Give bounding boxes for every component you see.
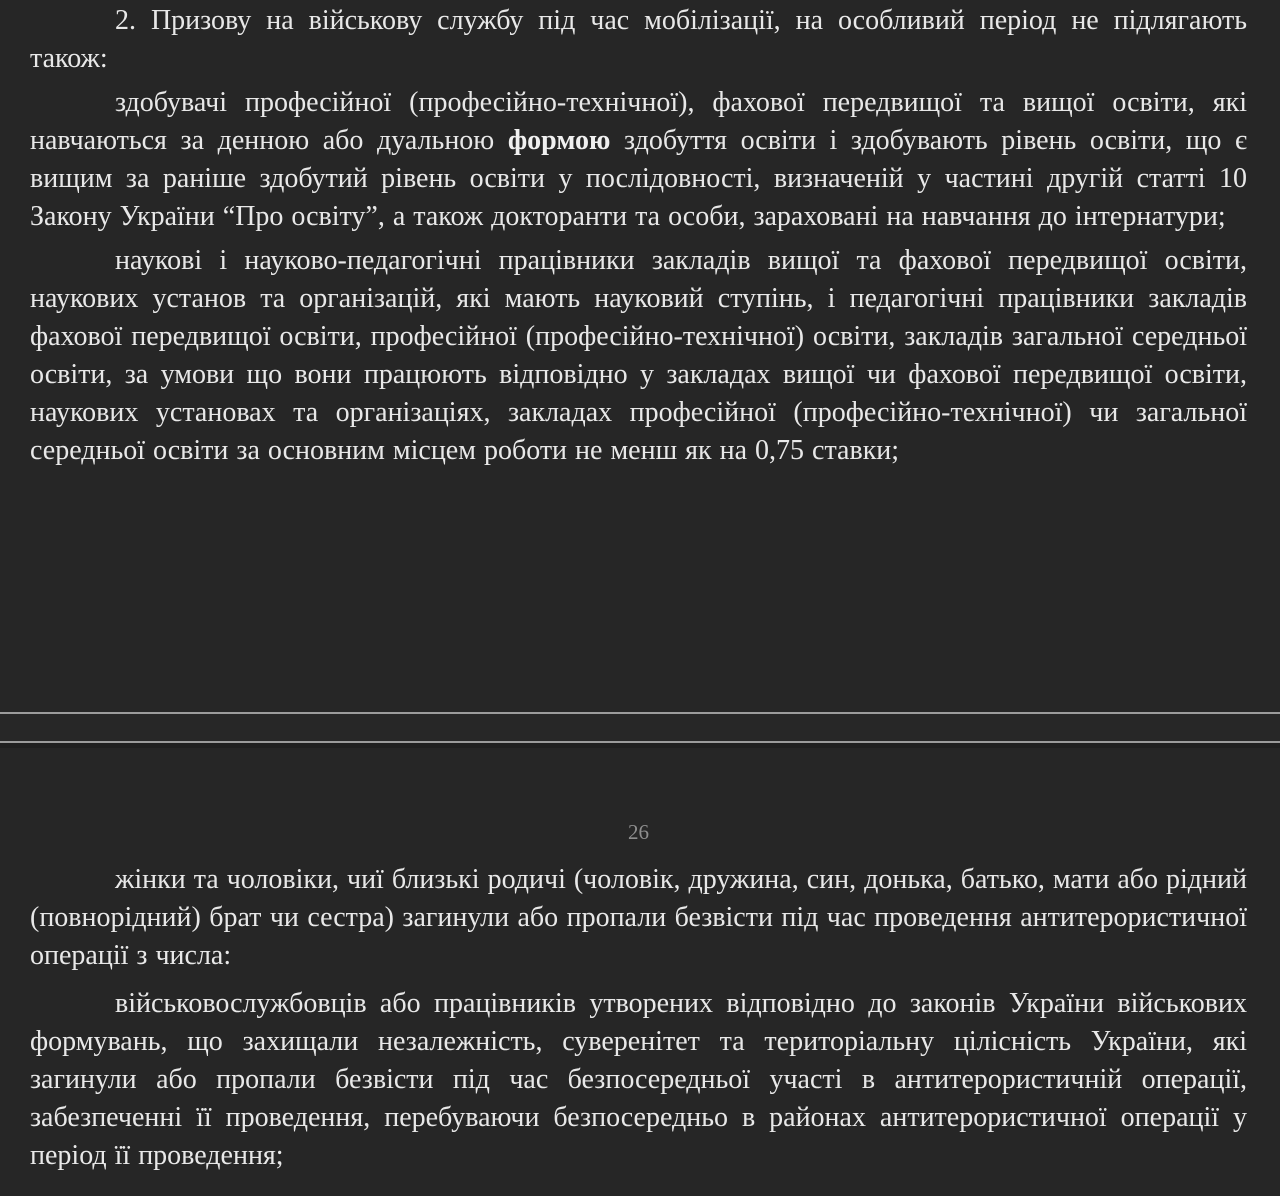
page-gap [0, 714, 1280, 741]
paragraph-intro: 2. Призову на військову службу під час мобілізації, на особливий період не підлягають також: [30, 5, 1247, 74]
paragraph-servicemen: військовослужбовців або працівників утворених відповідно до законів України військових формувань, що захищали незалежність, суверенітет та територіальну цілісність України, які загинули або пропали безвісти під час безпосередньої участі в антитерористичній операції, забезпеченні її проведення, перебуваючи безпосередньо в районах антитерористичної операції у період її проведення; [30, 988, 1247, 1171]
bold-word-formoyu: формою [507, 125, 611, 156]
page-lower-content [0, 748, 1280, 1185]
paragraph-students-text-after: здобуття освіти і здобувають рівень освіти, що є вищим за раніше здобутий рівень освіти у послідовності, визначеній у частині другій статті 10 Закону України “Про освіту”, а також докторанти та особи, зараховані на навчання до інтернатури; [30, 125, 1248, 232]
paragraph-students-text-before: здобувачі професійної (професійно-технічної), фахової передвищої та вищої освіти, які навчаються за денною або дуальною [30, 87, 1247, 156]
paragraph-scientists: наукові і науково-педагогічні працівники закладів вищої та фахової передвищої освіти, наукових установ та організацій, які мають науковий ступінь, і педагогічні працівники закладів фахової передвищої освіти, професійної (професійно-технічної) освіти, закладів загальної середньої освіти, за умови що вони працюють відповідно у закладах вищої чи фахової передвищої освіти, наукових установах та організаціях, закладах професійної (професійно-технічної) чи загальної середньої освіти за основним місцем роботи не менш як на 0,75 ставки; [30, 245, 1247, 466]
page-divider [0, 712, 1280, 748]
paragraph-relatives: жінки та чоловіки, чиї близькі родичі (чоловік, дружина, син, донька, батько, мати або рідний (повнорідний) брат чи сестра) загинули або пропали безвісти під час проведення антитерористичної операції з числа: [30, 864, 1247, 971]
page-number-label: 26 [628, 820, 649, 844]
paragraph-students [30, 84, 1247, 236]
